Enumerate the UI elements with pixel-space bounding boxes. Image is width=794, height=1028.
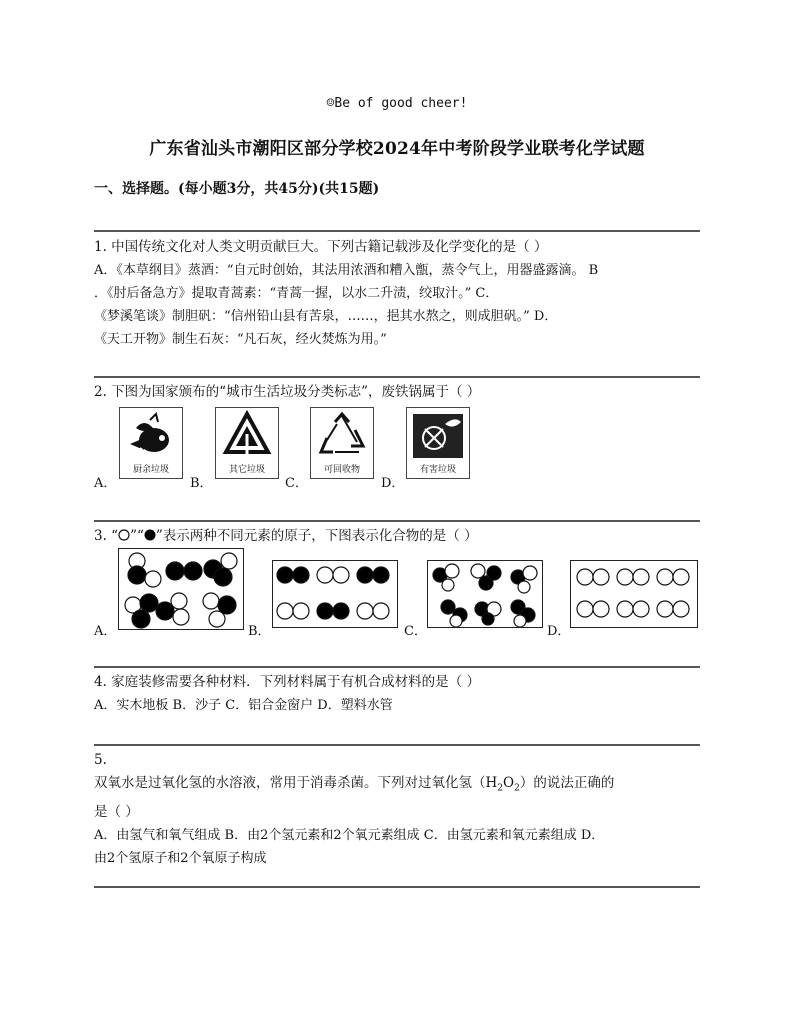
molecule-diagram-d [571,561,697,627]
q5-stem-part-b: O [503,775,515,791]
q2-option-d-label: D． [381,476,405,491]
page-title: 广东省汕头市潮阳区部分学校2024年中考阶段学业联考化学试题 [149,139,645,159]
q2-caption-c: 可回收物 [323,465,360,475]
divider [94,666,700,668]
motto: ☺Be of good cheer! [326,96,468,111]
question-1 [94,236,700,351]
divider [94,886,700,888]
q5-stem-end: 是（ ） [94,803,139,820]
molecule-diagram-c [428,561,542,627]
molecule-diagram-b [273,561,397,627]
hazardous-waste-icon [407,408,469,464]
q5-line-4: 由2个氢原子和2个氧原子构成 [94,850,267,866]
q3-stem-mid: ”“ [130,528,144,544]
q2-caption-a: 厨余垃圾 [132,465,169,475]
molecule-diagram-a [119,549,243,629]
q4-options: A．实木地板 B．沙子 C．铝合金窗户 D．塑料水管 [94,698,393,713]
q3-stem-post: ”表示两种不同元素的原子，下图表示化合物的是（ ） [155,528,478,544]
q5-subscript-1: 2 [497,783,504,794]
q1-stem: 1. 中国传统文化对人类文明贡献巨大。下列古籍记载涉及化学变化的是（ ） [94,239,548,255]
kitchen-waste-icon [120,408,182,464]
divider [94,520,700,522]
q1-line-4: 《梦溪笔谈》制胆矾：“信州铅山县有苦泉，……，挹其水熬之，则成胆矾。” D． [94,309,558,324]
recyclable-icon [311,408,373,464]
q2-stem: 2. 下图为国家颁布的“城市生活垃圾分类标志”，废铁锅属于（ ） [94,384,481,400]
q2-caption-b: 其它垃圾 [228,465,265,475]
q1-line-5: 《天工开物》制生石灰：“凡石灰，经火焚炼为用。” [94,332,387,347]
other-waste-sign [215,407,279,479]
q5-number: 5. [94,752,107,768]
q5-stem [94,772,700,801]
question-2 [94,381,700,404]
divider [94,230,700,232]
q2-caption-d: 有害垃圾 [419,465,456,475]
q3-option-b-label: B． [248,624,271,639]
q3-option-a-label: A． [94,624,117,639]
q5-subscript-2: 2 [514,783,520,794]
q3-option-c-label: C． [404,624,427,639]
q2-option-c-label: C． [285,476,308,491]
hazardous-waste-sign [406,407,470,479]
q2-option-a-label: A． [94,476,117,491]
light-atom-icon [118,529,130,541]
q3-stem-pre: 3. “ [94,528,119,544]
section-heading: 一、选择题。(每小题3分，共45分)(共15题) [94,181,380,197]
q1-line-3: ．《肘后备急方》提取青蒿素：“青蒿一握，以水二升渍，绞取汁。” C． [94,286,499,301]
dark-atom-icon [144,529,156,541]
molecule-box-a [118,548,244,630]
molecule-box-d [570,560,698,628]
kitchen-waste-sign [119,407,183,479]
q4-stem: 4. 家庭装修需要各种材料．下列材料属于有机合成材料的是（ ） [94,674,480,690]
recyclable-sign [310,407,374,479]
divider [94,376,700,378]
question-3 [94,525,700,548]
molecule-box-c [427,560,543,628]
q5-stem-part-a: 双氧水是过氧化氢的水溶液，常用于消毒杀菌。下列对过氧化氢（H [94,775,498,791]
divider [94,744,700,746]
question-5 [94,749,700,870]
q1-line-2: A．《本草纲目》蒸酒：“自元时创始，其法用浓酒和糟入甑，蒸令气上，用器盛露滴。 B [94,263,599,278]
other-waste-icon [216,408,278,464]
q5-stem-part-c: ）的说法正确的 [519,775,615,791]
molecule-box-b [272,560,398,628]
q3-option-d-label: D． [547,624,571,639]
q2-option-b-label: B． [190,476,213,491]
q5-line-3: A．由氢气和氧气组成 B．由2个氢元素和2个氧元素组成 C．由氢元素和氧元素组成 D． [94,827,605,843]
question-4 [94,671,700,717]
